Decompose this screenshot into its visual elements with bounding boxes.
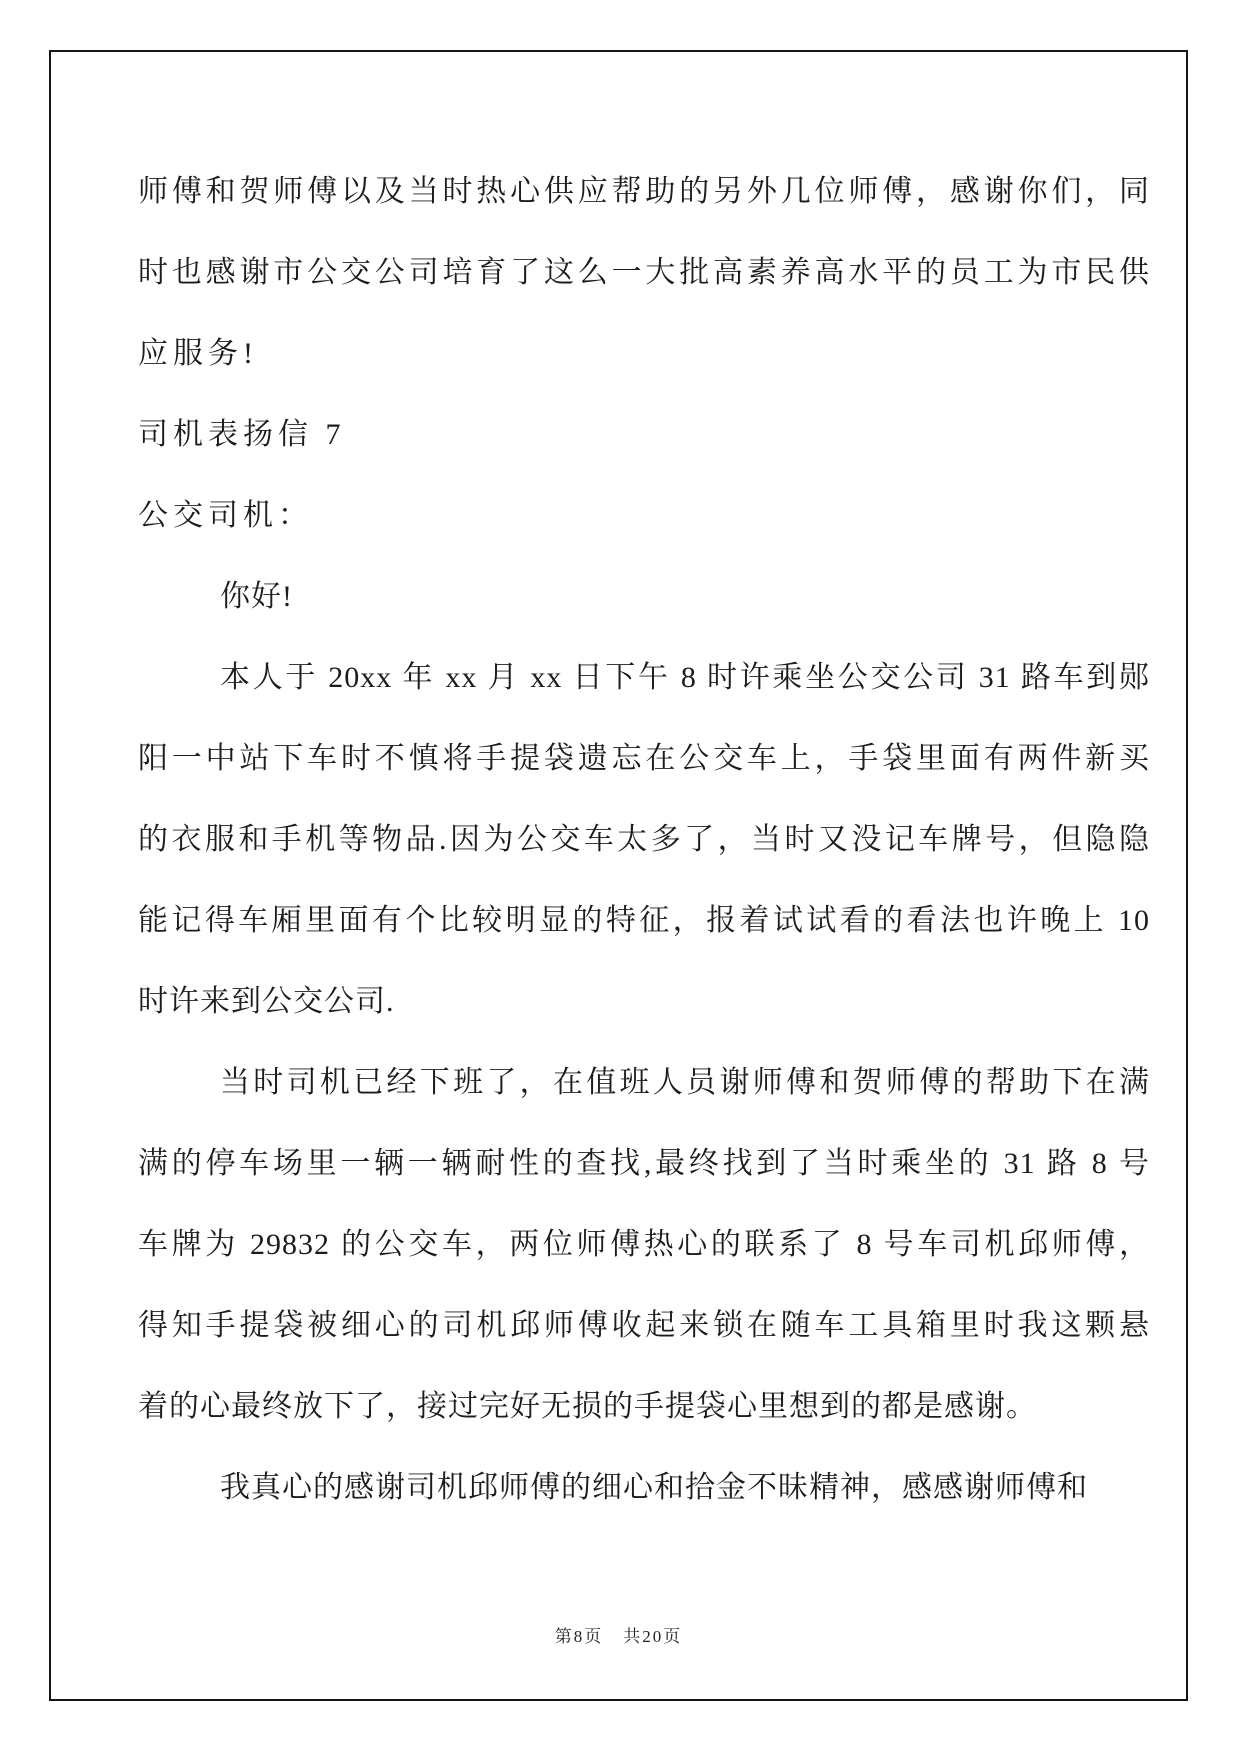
salutation-line: 公交司机： — [138, 499, 313, 532]
total-pages-label: 共20页 — [623, 1627, 683, 1646]
text-line: 当时司机已经下班了，在值班人员谢师傅和贺师傅的帮助下在满 — [220, 1066, 1150, 1099]
text-line: 你好! — [220, 580, 293, 613]
page-footer — [49, 1622, 1188, 1652]
text-line: 能记得车厢里面有个比较明显的特征，报着试试看的看法也许晚上 10 — [138, 904, 1150, 937]
text-line: 师傅和贺师傅以及当时热心供应帮助的另外几位师傅，感谢你们，同 — [138, 175, 1150, 208]
section-heading: 司机表扬信 7 — [138, 418, 346, 451]
text-line: 应服务! — [138, 337, 258, 370]
text-line: 阳一中站下车时不慎将手提袋遗忘在公交车上，手袋里面有两件新买 — [138, 742, 1150, 775]
text-line: 本人于 20xx 年 xx 月 xx 日下午 8 时许乘坐公交公司 31 路车到郧 — [220, 661, 1150, 694]
text-line: 时许来到公交公司. — [138, 985, 395, 1018]
text-line: 车牌为 29832 的公交车，两位师傅热心的联系了 8 号车司机邱师傅， — [138, 1228, 1150, 1261]
text-line: 时也感谢市公交公司培育了这么一大批高素养高水平的员工为市民供 — [138, 256, 1150, 289]
letter-body — [138, 151, 1150, 1528]
current-page-label: 第8页 — [554, 1627, 604, 1646]
text-line: 满的停车场里一辆一辆耐性的查找,最终找到了当时乘坐的 31 路 8 号 — [138, 1147, 1150, 1180]
text-line: 我真心的感谢司机邱师傅的细心和拾金不昧精神，感感谢师傅和 — [220, 1471, 1088, 1504]
text-line: 得知手提袋被细心的司机邱师傅收起来锁在随车工具箱里时我这颗悬 — [138, 1309, 1150, 1342]
text-line: 的衣服和手机等物品.因为公交车太多了，当时又没记车牌号，但隐隐 — [138, 823, 1150, 856]
text-line: 着的心最终放下了，接过完好无损的手提袋心里想到的都是感谢。 — [138, 1390, 1037, 1423]
